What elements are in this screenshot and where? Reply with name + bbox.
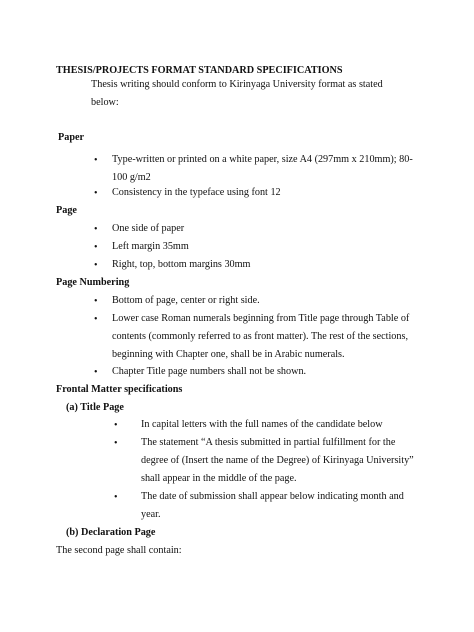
- declaration-text: The second page shall contain:: [56, 545, 182, 556]
- bullet-icon: •: [114, 420, 118, 431]
- title-page-item-2-line-2: degree of (Insert the name of the Degree) of Kirinyaga University”: [141, 455, 414, 466]
- subsection-heading-declaration-page: (b) Declaration Page: [66, 527, 156, 538]
- bullet-icon: •: [94, 224, 98, 235]
- section-heading-paper: Paper: [58, 132, 85, 143]
- bullet-icon: •: [94, 296, 98, 307]
- paper-item-1-line-2: 100 g/m2: [112, 172, 151, 183]
- bullet-icon: •: [94, 260, 98, 271]
- intro-line-1: Thesis writing should conform to Kirinyaga University format as stated: [91, 79, 383, 90]
- bullet-icon: •: [94, 367, 98, 378]
- document-title: THESIS/PROJECTS FORMAT STANDARD SPECIFICATIONS: [56, 65, 343, 76]
- intro-line-2: below:: [91, 97, 119, 108]
- title-page-item-1: In capital letters with the full names of the candidate below: [141, 419, 383, 430]
- title-page-item-2-line-3: shall appear in the middle of the page.: [141, 473, 297, 484]
- paper-item-2: Consistency in the typeface using font 12: [112, 187, 281, 198]
- numbering-item-3: Chapter Title page numbers shall not be shown.: [112, 366, 307, 377]
- numbering-item-2-line-2: contents (commonly referred to as front matter). The rest of the sections,: [112, 331, 408, 342]
- numbering-item-2-line-1: Lower case Roman numerals beginning from Title page through Table of: [112, 313, 410, 324]
- bullet-icon: •: [94, 242, 98, 253]
- section-heading-frontal-matter: Frontal Matter specifications: [56, 384, 183, 395]
- section-heading-page: Page: [56, 205, 77, 216]
- numbering-item-2-line-3: beginning with Chapter one, shall be in Arabic numerals.: [112, 349, 345, 360]
- bullet-icon: •: [94, 188, 98, 199]
- title-page-item-3-line-2: year.: [141, 509, 161, 520]
- subsection-heading-title-page: (a) Title Page: [66, 402, 124, 413]
- bullet-icon: •: [94, 155, 98, 166]
- title-page-item-2-line-1: The statement “A thesis submitted in partial fulfillment for the: [141, 437, 396, 448]
- bullet-icon: •: [114, 492, 118, 503]
- section-heading-page-numbering: Page Numbering: [56, 277, 130, 288]
- title-page-item-3-line-1: The date of submission shall appear below indicating month and: [141, 491, 404, 502]
- bullet-icon: •: [114, 438, 118, 449]
- paper-item-1-line-1: Type-written or printed on a white paper, size A4 (297mm x 210mm); 80-: [112, 154, 413, 165]
- page-item-1: One side of paper: [112, 223, 185, 234]
- page-item-3: Right, top, bottom margins 30mm: [112, 259, 251, 270]
- numbering-item-1: Bottom of page, center or right side.: [112, 295, 260, 306]
- bullet-icon: •: [94, 314, 98, 325]
- page-item-2: Left margin 35mm: [112, 241, 189, 252]
